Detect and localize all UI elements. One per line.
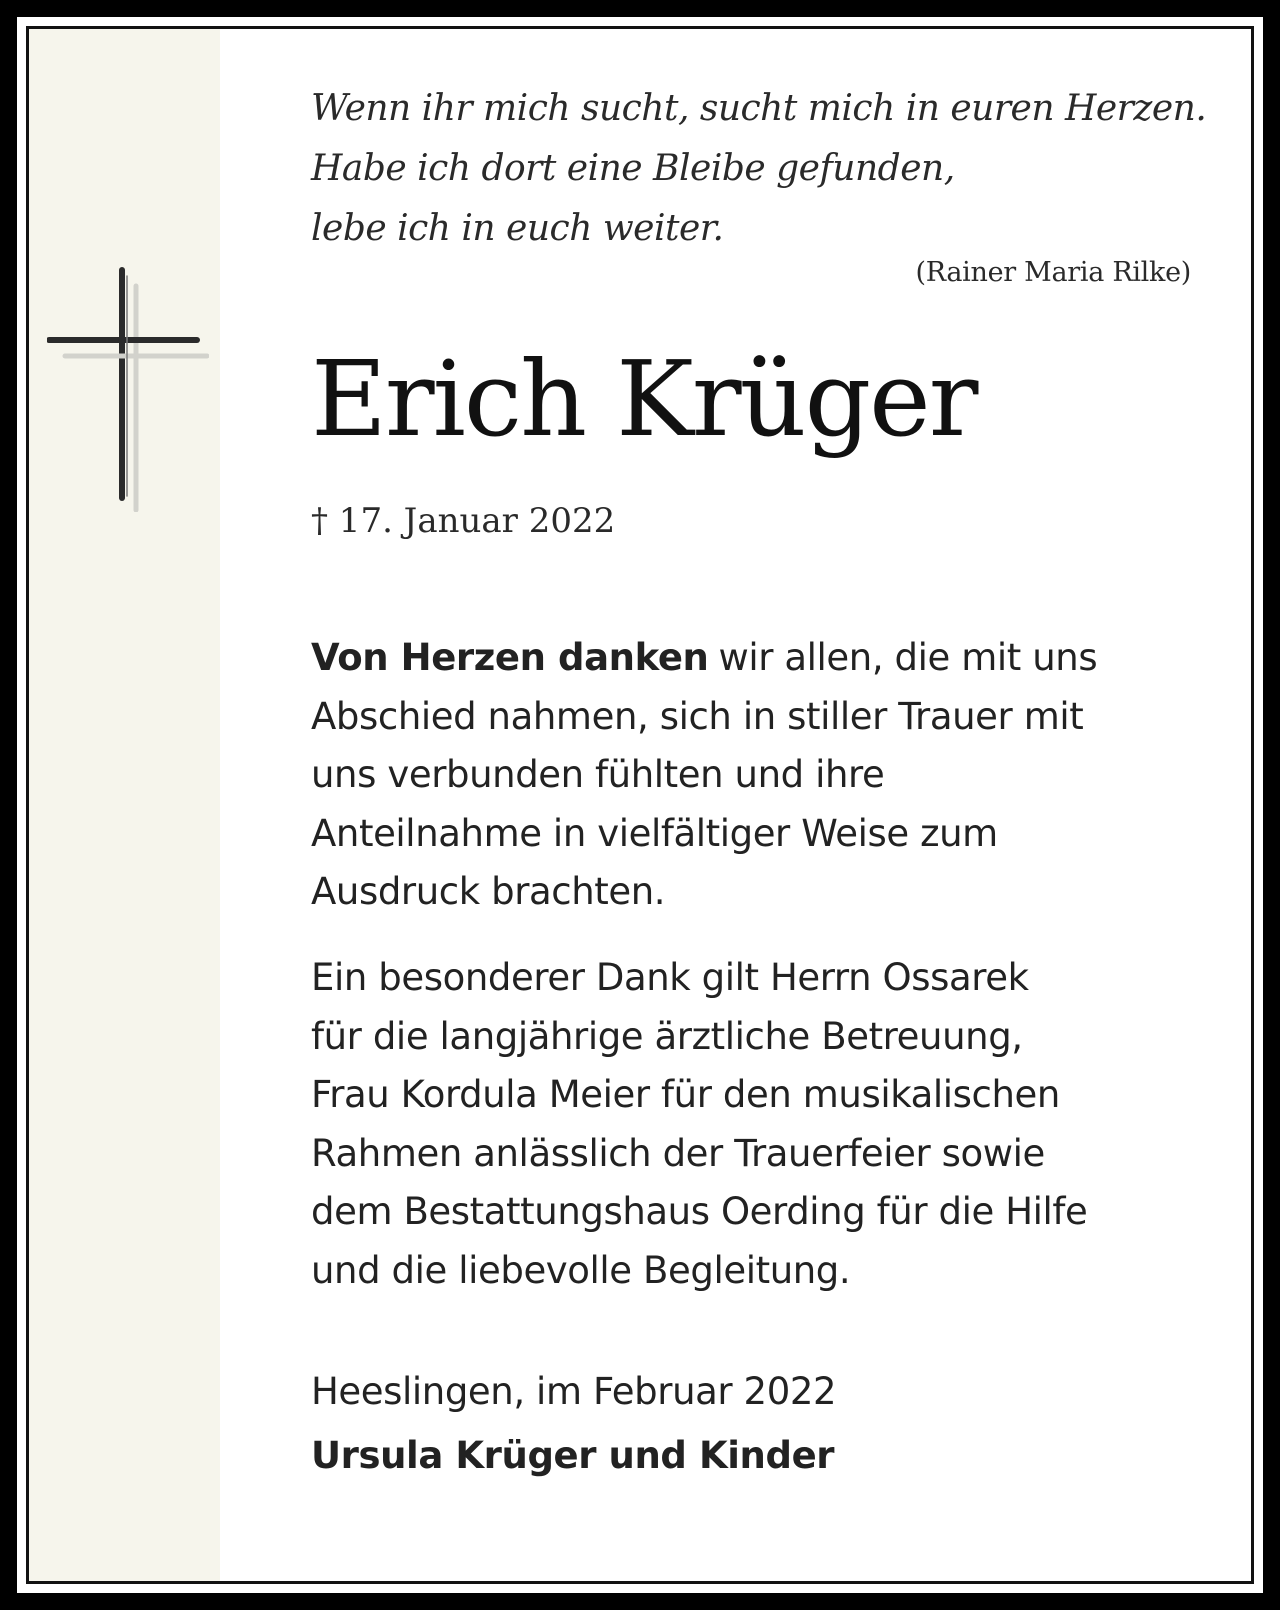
special-thanks-line: Ein besonderer Dank gilt Herrn Ossarek	[311, 956, 1029, 999]
side-strip	[29, 29, 220, 1581]
thanks-line: Ausdruck brachten.	[311, 870, 666, 913]
frame-gap	[17, 17, 1263, 1593]
quote-line: Habe ich dort eine Bleibe gefunden,	[311, 148, 955, 189]
thanks-line: Anteilnahme in vielfältiger Weise zum	[311, 811, 998, 855]
special-thanks-line: für die langjährige ärztliche Betreuung,	[311, 1014, 1023, 1058]
special-thanks-line: dem Bestattungshaus Oerding für die Hilfe	[311, 1190, 1088, 1233]
special-thanks-line: und die liebevolle Begleitung.	[311, 1248, 851, 1292]
signature: Ursula Krüger und Kinder	[311, 1434, 835, 1477]
quote-author: (Rainer Maria Rilke)	[915, 257, 1191, 288]
quote	[311, 79, 1206, 259]
special-thanks-line: Rahmen anlässlich der Trauerfeier sowie	[311, 1131, 1045, 1175]
quote-line: lebe ich in euch weiter.	[311, 208, 724, 249]
special-thanks-line: Frau Kordula Meier für den musikalischen	[311, 1073, 1060, 1116]
special-thanks-paragraph	[311, 949, 1087, 1300]
obituary-notice	[26, 26, 1254, 1584]
thanks-line: Abschied nahmen, sich in stiller Trauer mit	[311, 694, 1084, 738]
thanks-lead: Von Herzen danken	[311, 636, 709, 679]
death-date: † 17. Januar 2022	[311, 501, 616, 541]
notice-content	[311, 29, 1221, 1581]
thanks-line: uns verbunden fühlten und ihre	[311, 753, 885, 796]
thanks-paragraph	[311, 629, 1097, 922]
place-date: Heeslingen, im Februar 2022	[311, 1370, 837, 1413]
deceased-name: Erich Krüger	[311, 338, 977, 460]
cross-icon	[47, 266, 209, 512]
quote-line: Wenn ihr mich sucht, sucht mich in euren Herzen.	[311, 88, 1207, 129]
thanks-line: wir allen, die mit uns	[718, 636, 1098, 679]
